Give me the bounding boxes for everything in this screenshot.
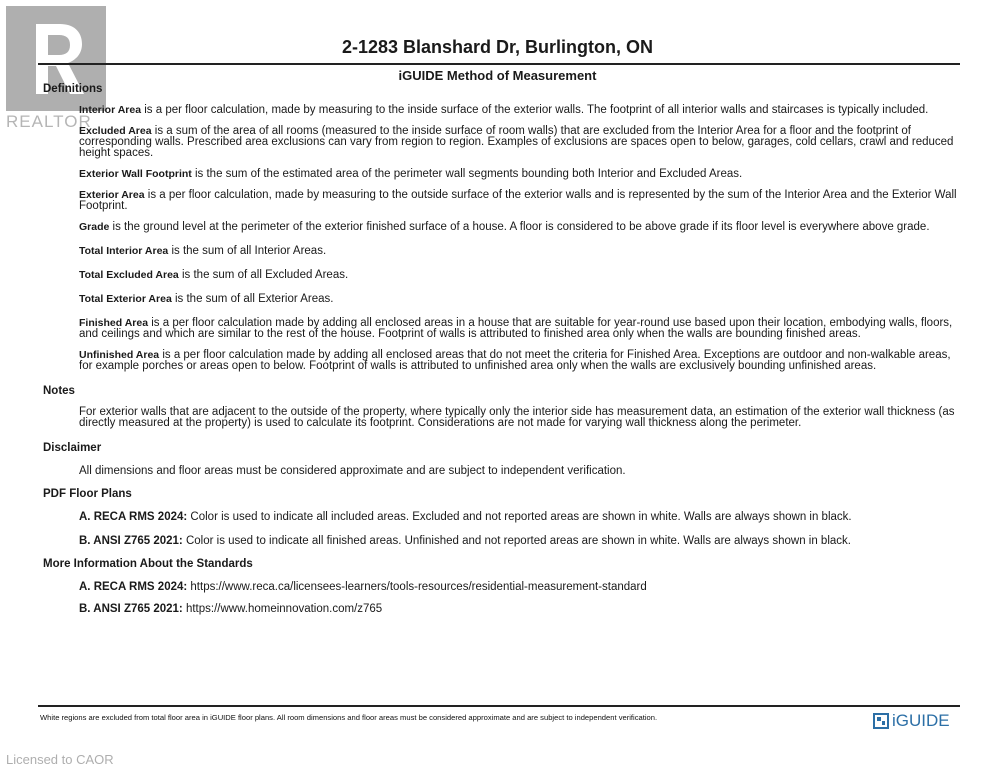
definition-term: Total Interior Area — [79, 245, 169, 257]
notes-heading: Notes — [43, 385, 75, 397]
definition-text: is a per floor calculation, made by measuring to the inside surface of the exterior walls. The footprint of all interior walls and staircases is typically included. — [141, 104, 929, 116]
definition-text: is the sum of all Excluded Areas. — [178, 269, 349, 281]
standard-term: A. RECA RMS 2024: — [79, 511, 188, 523]
definition-text: is the ground level at the perimeter of the exterior finished surface of a house. A floor is considered to be above grade if its floor level is everywhere above grade. — [109, 221, 930, 233]
disclaimer-text: All dimensions and floor areas must be considered approximate and are subject to independent verification. — [79, 465, 626, 477]
standard-link[interactable]: https://www.homeinnovation.com/z765 — [182, 603, 383, 615]
more-info-heading: More Information About the Standards — [43, 558, 253, 570]
footer-note: White regions are excluded from total floor area in iGUIDE floor plans. All room dimensions and floor areas must be considered approximate and are subject to independent verification. — [40, 713, 658, 722]
definition-finished-area — [79, 318, 958, 340]
pdf-floor-plan-item-reca — [79, 511, 958, 523]
definition-text: is the sum of the estimated area of the perimeter wall segments bounding both Interior and Excluded Areas. — [191, 168, 743, 180]
definition-total-exterior-area — [79, 294, 958, 305]
licensed-watermark: Licensed to CAOR — [6, 752, 114, 767]
definition-text: is a per floor calculation, made by measuring to the outside surface of the exterior walls and is represented by the sum of the Interior Area and the Exterior Wall Footprint. — [79, 189, 957, 212]
definition-term: Excluded Area — [79, 125, 152, 137]
definition-total-interior-area — [79, 246, 958, 257]
standard-term: A. RECA RMS 2024: — [79, 581, 188, 593]
standard-link[interactable]: https://www.reca.ca/licensees-learners/tools-resources/residential-measurement-standard — [187, 581, 647, 593]
definition-term: Total Excluded Area — [79, 269, 179, 281]
pdf-floor-plan-item-ansi — [79, 535, 958, 547]
page-title: 2-1283 Blanshard Dr, Burlington, ON — [341, 37, 654, 57]
definition-text: is a sum of the area of all rooms (measured to the inside surface of room walls) that are excluded from the Interior Area for a floor and the footprint of corresponding walls. Prescribed area exclusions can vary from region to region. Examples of exclusions are spaces open to below, garages, cold cellars, crawl and reduced height spaces. — [79, 125, 954, 159]
standard-term: B. ANSI Z765 2021: — [79, 603, 183, 615]
iguide-mark-icon — [873, 713, 889, 729]
standard-text: Color is used to indicate all included areas. Excluded and not reported areas are shown in white. Walls are always shown in black. — [187, 511, 852, 523]
standard-text: Color is used to indicate all finished areas. Unfinished and not reported areas are shown in white. Walls are always shown in black. — [182, 535, 851, 547]
standard-term: B. ANSI Z765 2021: — [79, 535, 183, 547]
definition-term: Interior Area — [79, 104, 142, 116]
definition-term: Finished Area — [79, 317, 149, 329]
disclaimer-heading: Disclaimer — [43, 442, 102, 454]
definition-term: Unfinished Area — [79, 349, 160, 361]
definition-excluded-area — [79, 126, 958, 159]
page-subtitle: iGUIDE Method of Measurement — [398, 68, 597, 83]
definition-exterior-wall-footprint — [79, 169, 958, 180]
definition-text: is a per floor calculation made by adding all enclosed areas in a house that are suitable for year-round use based upon their location, embodying walls, floors, and ceilings and which are similar to the rest of the house. Footprint of walls is attributed to finished area only when the walls are bounding finished areas. — [79, 317, 953, 340]
definition-total-excluded-area — [79, 270, 958, 281]
iguide-logo — [873, 710, 950, 732]
definition-term: Total Exterior Area — [79, 293, 172, 305]
more-info-item-ansi — [79, 603, 958, 615]
pdf-floor-plans-heading: PDF Floor Plans — [43, 488, 132, 500]
notes-text: For exterior walls that are adjacent to the outside of the property, where typically only the interior side has measurement data, an estimation of the exterior wall thickness (as directly measured at the property) is used to calculate its footprint. Considerations are not made for varying wall thickness along the perimeter. — [79, 406, 955, 429]
definition-interior-area — [79, 105, 958, 116]
header-divider — [38, 63, 960, 65]
definition-text: is the sum of all Exterior Areas. — [171, 293, 334, 305]
iguide-wordmark: iGUIDE — [892, 711, 950, 730]
realtor-wordmark: REALTOR — [6, 112, 92, 131]
definition-exterior-area — [79, 190, 958, 212]
footer-divider — [38, 705, 960, 707]
definition-grade — [79, 222, 958, 233]
definition-term: Exterior Area — [79, 189, 145, 201]
more-info-item-reca — [79, 581, 958, 593]
definition-text: is the sum of all Interior Areas. — [168, 245, 327, 257]
definition-unfinished-area — [79, 350, 958, 372]
definitions-heading: Definitions — [43, 83, 103, 95]
definition-term: Exterior Wall Footprint — [79, 168, 192, 180]
document-body — [43, 82, 958, 615]
definition-term: Grade — [79, 221, 110, 233]
definition-text: is a per floor calculation made by adding all enclosed areas that do not meet the criteria for Finished Area. Exceptions are outdoor and non-walkable areas, for example porches or areas open to below. Footprint of walls is attributed to unfinished area only when the walls are exclusively bounding unfinished areas. — [79, 349, 951, 372]
